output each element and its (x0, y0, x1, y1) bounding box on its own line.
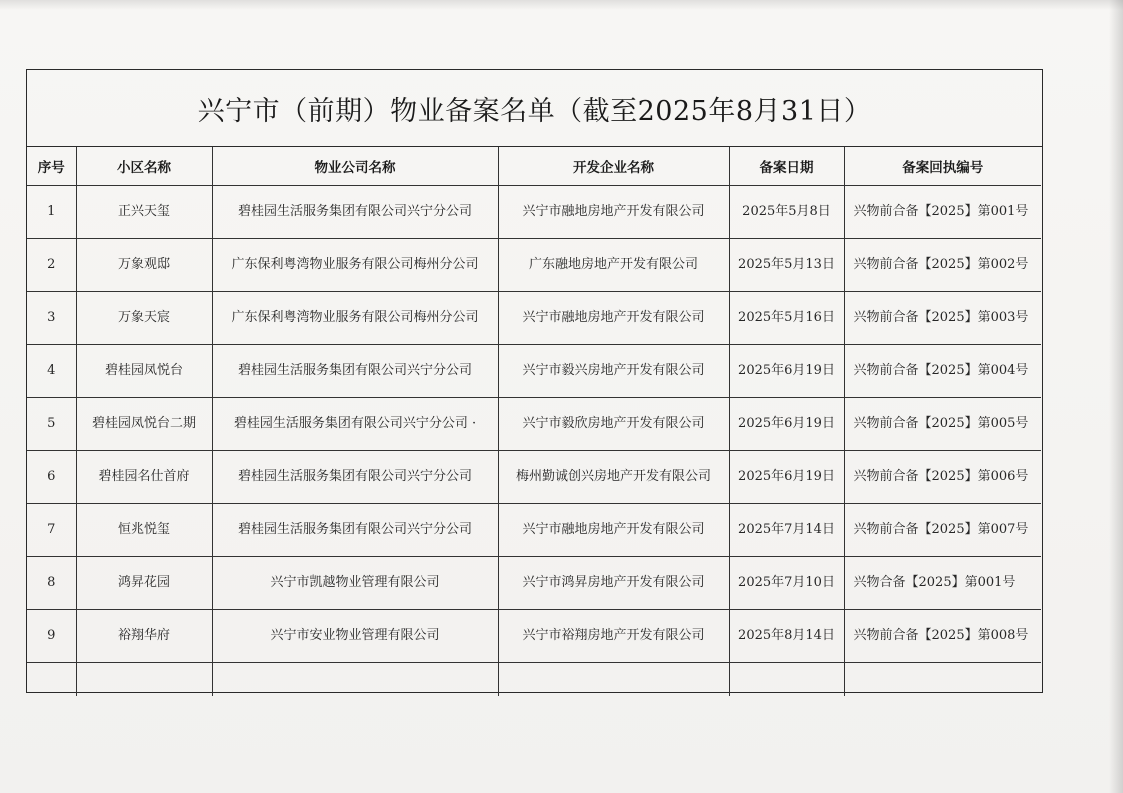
cell-index: 7 (27, 503, 76, 556)
cell-developer: 兴宁市毅兴房地产开发有限公司 (498, 344, 729, 397)
cell-community-name (76, 662, 212, 696)
cell-developer: 兴宁市融地房地产开发有限公司 (498, 291, 729, 344)
cell-filing-date: 2025年6月19日 (729, 450, 844, 503)
cell-receipt-number: 兴物前合备【2025】第005号 (844, 397, 1041, 450)
cell-receipt-number: 兴物前合备【2025】第004号 (844, 344, 1041, 397)
table-row (27, 344, 1041, 397)
cell-receipt-number: 兴物前合备【2025】第006号 (844, 450, 1041, 503)
scan-shadow-top (0, 0, 1123, 10)
cell-developer: 梅州勤诚创兴房地产开发有限公司 (498, 450, 729, 503)
cell-property-company: 兴宁市安业物业管理有限公司 (212, 609, 498, 662)
cell-index: 4 (27, 344, 76, 397)
property-record-table (27, 147, 1041, 696)
cell-receipt-number: 兴物前合备【2025】第008号 (844, 609, 1041, 662)
cell-index: 3 (27, 291, 76, 344)
cell-property-company: 碧桂园生活服务集团有限公司兴宁分公司 (212, 185, 498, 238)
table-row (27, 503, 1041, 556)
cell-filing-date: 2025年6月19日 (729, 344, 844, 397)
cell-index: 1 (27, 185, 76, 238)
cell-receipt-number: 兴物前合备【2025】第007号 (844, 503, 1041, 556)
cell-community-name: 万象观邸 (76, 238, 212, 291)
cell-filing-date: 2025年5月16日 (729, 291, 844, 344)
table-row (27, 609, 1041, 662)
cell-property-company (212, 662, 498, 696)
cell-property-company: 碧桂园生活服务集团有限公司兴宁分公司 (212, 344, 498, 397)
cell-community-name: 碧桂园名仕首府 (76, 450, 212, 503)
cell-receipt-number: 兴物前合备【2025】第002号 (844, 238, 1041, 291)
cell-community-name: 碧桂园凤悦台 (76, 344, 212, 397)
header-index: 序号 (27, 147, 76, 185)
record-table-frame (26, 69, 1043, 693)
cell-developer: 广东融地房地产开发有限公司 (498, 238, 729, 291)
cell-receipt-number: 兴物前合备【2025】第001号 (844, 185, 1041, 238)
cell-index: 8 (27, 556, 76, 609)
cell-community-name: 碧桂园凤悦台二期 (76, 397, 212, 450)
scan-shadow-right (1109, 0, 1123, 793)
cell-receipt-number: 兴物前合备【2025】第003号 (844, 291, 1041, 344)
cell-filing-date: 2025年8月14日 (729, 609, 844, 662)
cell-community-name: 万象天宸 (76, 291, 212, 344)
table-row (27, 556, 1041, 609)
cell-index (27, 662, 76, 696)
table-row (27, 450, 1041, 503)
cell-community-name: 正兴天玺 (76, 185, 212, 238)
cell-developer (498, 662, 729, 696)
cell-index: 9 (27, 609, 76, 662)
cell-filing-date: 2025年6月19日 (729, 397, 844, 450)
cell-receipt-number (844, 662, 1041, 696)
cell-developer: 兴宁市融地房地产开发有限公司 (498, 503, 729, 556)
header-filing-date: 备案日期 (729, 147, 844, 185)
cell-property-company: 广东保利粤湾物业服务有限公司梅州分公司 (212, 238, 498, 291)
cell-property-company: 碧桂园生活服务集团有限公司兴宁分公司 (212, 503, 498, 556)
table-header-row (27, 147, 1041, 185)
cell-filing-date: 2025年7月10日 (729, 556, 844, 609)
cell-index: 2 (27, 238, 76, 291)
cell-community-name: 鸿昇花园 (76, 556, 212, 609)
table-row (27, 238, 1041, 291)
cell-community-name: 裕翔华府 (76, 609, 212, 662)
cell-developer: 兴宁市毅欣房地产开发有限公司 (498, 397, 729, 450)
cell-property-company: 碧桂园生活服务集团有限公司兴宁分公司 (212, 450, 498, 503)
table-row-empty (27, 662, 1041, 696)
header-property-company: 物业公司名称 (212, 147, 498, 185)
cell-developer: 兴宁市裕翔房地产开发有限公司 (498, 609, 729, 662)
header-developer: 开发企业名称 (498, 147, 729, 185)
cell-receipt-number: 兴物合备【2025】第001号 (844, 556, 1041, 609)
header-receipt-number: 备案回执编号 (844, 147, 1041, 185)
cell-index: 6 (27, 450, 76, 503)
cell-developer: 兴宁市鸿昇房地产开发有限公司 (498, 556, 729, 609)
document-title: 兴宁市（前期）物业备案名单（截至2025年8月31日） (197, 95, 872, 127)
cell-filing-date (729, 662, 844, 696)
cell-index: 5 (27, 397, 76, 450)
table-row (27, 397, 1041, 450)
cell-filing-date: 2025年7月14日 (729, 503, 844, 556)
cell-property-company: 广东保利粤湾物业服务有限公司梅州分公司 (212, 291, 498, 344)
table-row (27, 185, 1041, 238)
cell-filing-date: 2025年5月13日 (729, 238, 844, 291)
cell-property-company: 碧桂园生活服务集团有限公司兴宁分公司 · (212, 397, 498, 450)
title-row (27, 70, 1042, 147)
cell-community-name: 恒兆悦玺 (76, 503, 212, 556)
cell-filing-date: 2025年5月8日 (729, 185, 844, 238)
header-community-name: 小区名称 (76, 147, 212, 185)
table-row (27, 291, 1041, 344)
cell-developer: 兴宁市融地房地产开发有限公司 (498, 185, 729, 238)
cell-property-company: 兴宁市凯越物业管理有限公司 (212, 556, 498, 609)
